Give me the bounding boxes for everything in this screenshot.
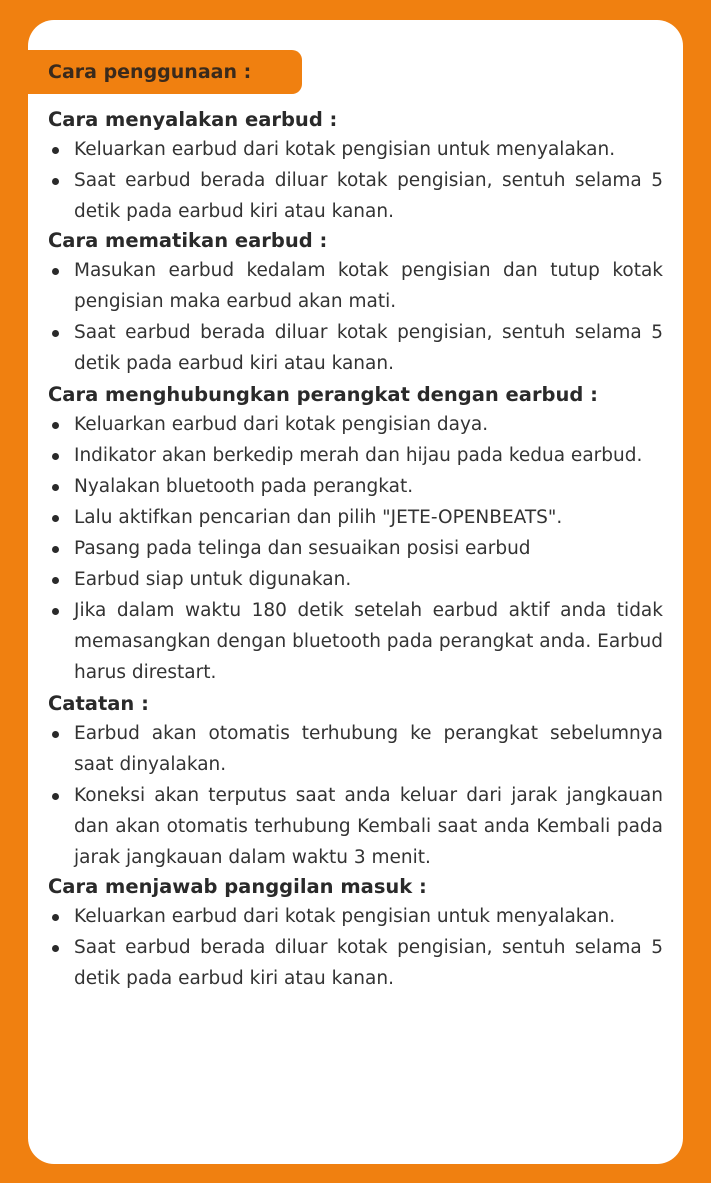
list-item bbox=[48, 718, 663, 780]
list-item-text: Nyalakan bluetooth pada perangkat. bbox=[74, 476, 414, 497]
bullet-icon bbox=[52, 484, 59, 491]
bullet-icon bbox=[52, 914, 59, 921]
bullet-icon bbox=[52, 453, 59, 460]
bullet-icon bbox=[52, 147, 59, 154]
list-item-text: Jika dalam waktu 180 detik setelah earbud aktif anda tidak memasangkan dengan bluetooth pada perangkat anda. Earbud harus direstart. bbox=[74, 600, 663, 683]
list-item bbox=[48, 901, 663, 932]
instruction-list bbox=[48, 409, 663, 688]
instruction-list bbox=[48, 901, 663, 994]
list-item-text: Earbud siap untuk digunakan. bbox=[74, 569, 352, 590]
list-item-text: Masukan earbud kedalam kotak pengisian dan tutup kotak pengisian maka earbud akan mati. bbox=[74, 260, 663, 312]
list-item bbox=[48, 595, 663, 688]
list-item-text: Saat earbud berada diluar kotak pengisian, sentuh selama 5 detik pada earbud kiri atau kanan. bbox=[74, 937, 663, 989]
instructions-content bbox=[48, 106, 663, 994]
list-item bbox=[48, 564, 663, 595]
bullet-icon bbox=[52, 793, 59, 800]
list-item bbox=[48, 409, 663, 440]
list-item-text: Earbud akan otomatis terhubung ke perangkat sebelumnya saat dinyalakan. bbox=[74, 723, 663, 775]
list-item bbox=[48, 134, 663, 165]
bullet-icon bbox=[52, 546, 59, 553]
section-notes bbox=[48, 690, 663, 873]
bullet-icon bbox=[52, 515, 59, 522]
bullet-icon bbox=[52, 330, 59, 337]
instruction-list bbox=[48, 718, 663, 873]
list-item bbox=[48, 255, 663, 317]
list-item-text: Saat earbud berada diluar kotak pengisian, sentuh selama 5 detik pada earbud kiri atau kanan. bbox=[74, 170, 663, 222]
bullet-icon bbox=[52, 422, 59, 429]
list-item-text: Lalu aktifkan pencarian dan pilih "JETE-OPENBEATS". bbox=[74, 507, 563, 528]
list-item bbox=[48, 533, 663, 564]
list-item-text: Keluarkan earbud dari kotak pengisian daya. bbox=[74, 414, 489, 435]
list-item-text: Pasang pada telinga dan sesuaikan posisi earbud bbox=[74, 538, 531, 559]
section-turn-on bbox=[48, 106, 663, 227]
section-badge: Cara penggunaan : bbox=[28, 50, 302, 94]
section-heading: Cara menyalakan earbud : bbox=[48, 108, 338, 131]
section-heading: Catatan : bbox=[48, 692, 149, 715]
section-turn-off bbox=[48, 227, 663, 379]
section-pairing bbox=[48, 381, 663, 688]
section-heading: Cara menghubungkan perangkat dengan earbud : bbox=[48, 383, 598, 406]
list-item bbox=[48, 440, 663, 471]
bullet-icon bbox=[52, 268, 59, 275]
list-item-text: Koneksi akan terputus saat anda keluar dari jarak jangkauan dan akan otomatis terhubung Kembali saat anda Kembali pada jarak jangkauan dalam waktu 3 menit. bbox=[74, 785, 663, 868]
bullet-icon bbox=[52, 608, 59, 615]
bullet-icon bbox=[52, 731, 59, 738]
list-item-text: Saat earbud berada diluar kotak pengisian, sentuh selama 5 detik pada earbud kiri atau kanan. bbox=[74, 322, 663, 374]
bullet-icon bbox=[52, 178, 59, 185]
section-answer-call bbox=[48, 873, 663, 994]
section-heading: Cara mematikan earbud : bbox=[48, 229, 328, 252]
bullet-icon bbox=[52, 945, 59, 952]
list-item-text: Indikator akan berkedip merah dan hijau pada kedua earbud. bbox=[74, 445, 643, 466]
list-item bbox=[48, 317, 663, 379]
list-item bbox=[48, 502, 663, 533]
list-item bbox=[48, 932, 663, 994]
instruction-list bbox=[48, 255, 663, 379]
section-heading: Cara menjawab panggilan masuk : bbox=[48, 875, 427, 898]
list-item bbox=[48, 165, 663, 227]
bullet-icon bbox=[52, 577, 59, 584]
list-item-text: Keluarkan earbud dari kotak pengisian untuk menyalakan. bbox=[74, 139, 616, 160]
list-item bbox=[48, 780, 663, 873]
list-item-text: Keluarkan earbud dari kotak pengisian untuk menyalakan. bbox=[74, 906, 616, 927]
list-item bbox=[48, 471, 663, 502]
instruction-list bbox=[48, 134, 663, 227]
